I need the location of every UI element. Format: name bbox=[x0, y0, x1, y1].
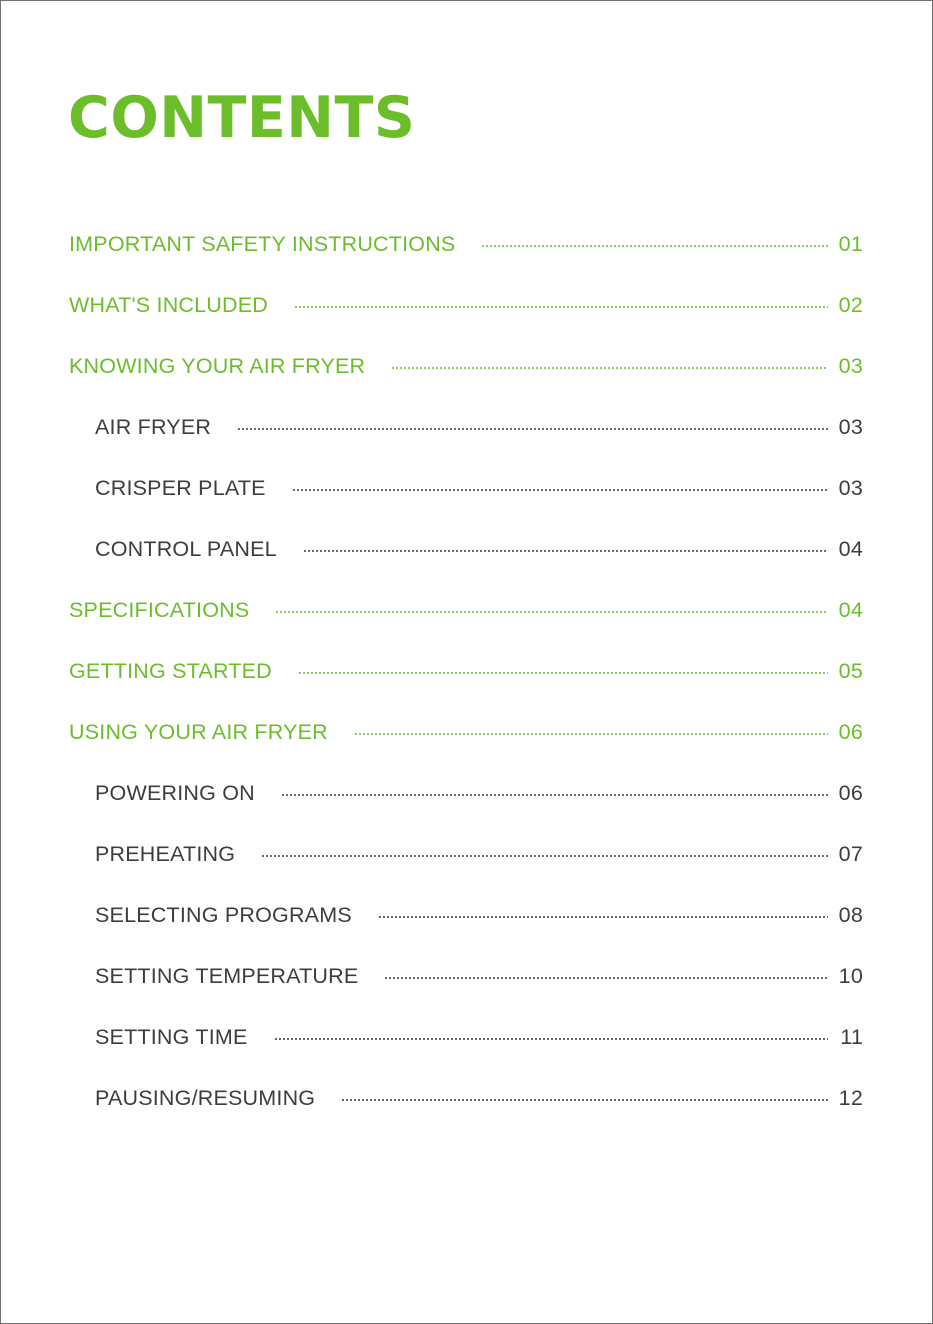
toc-entry-page: 04 bbox=[838, 597, 863, 622]
toc-entry-label: KNOWING YOUR AIR FRYER bbox=[69, 353, 366, 378]
dot-leader bbox=[274, 1038, 828, 1040]
toc-subentry[interactable] bbox=[95, 779, 863, 807]
toc-entry-page: 02 bbox=[838, 292, 863, 317]
page-title: CONTENTS bbox=[68, 85, 416, 151]
toc-entry-page: 03 bbox=[838, 414, 863, 439]
toc-entry-page: 12 bbox=[838, 1085, 863, 1110]
toc-entry-label: PREHEATING bbox=[95, 841, 236, 866]
dot-leader bbox=[354, 733, 828, 735]
dot-leader bbox=[298, 672, 828, 674]
toc-subentry[interactable] bbox=[95, 535, 863, 563]
toc-entry-label: CRISPER PLATE bbox=[95, 475, 266, 500]
toc-subentry[interactable] bbox=[95, 962, 863, 990]
dot-leader bbox=[275, 611, 828, 613]
toc-subentry[interactable] bbox=[95, 1084, 863, 1112]
toc-subentry[interactable] bbox=[95, 474, 863, 502]
toc-entry-label: CONTROL PANEL bbox=[95, 536, 277, 561]
toc-entry-page: 04 bbox=[838, 536, 863, 561]
toc-entry-label: IMPORTANT SAFETY INSTRUCTIONS bbox=[69, 231, 456, 256]
toc-subentry[interactable] bbox=[95, 901, 863, 929]
toc-entry-label: AIR FRYER bbox=[95, 414, 212, 439]
toc-entry-label: PAUSING/RESUMING bbox=[95, 1085, 316, 1110]
toc-entry-page: 06 bbox=[838, 719, 863, 744]
toc-subentry[interactable] bbox=[95, 1023, 863, 1051]
toc-subentry[interactable] bbox=[95, 413, 863, 441]
toc-entry-page: 03 bbox=[838, 475, 863, 500]
dot-leader bbox=[481, 245, 828, 247]
dot-leader bbox=[384, 977, 828, 979]
toc-entry-page: 03 bbox=[838, 353, 863, 378]
toc-entry-label: WHAT'S INCLUDED bbox=[69, 292, 269, 317]
toc-entry-page: 10 bbox=[838, 963, 863, 988]
dot-leader bbox=[341, 1099, 828, 1101]
dot-leader bbox=[237, 428, 828, 430]
dot-leader bbox=[378, 916, 828, 918]
toc-entry-label: GETTING STARTED bbox=[69, 658, 272, 683]
toc-entry[interactable] bbox=[69, 596, 863, 624]
dot-leader bbox=[303, 550, 828, 552]
toc-entry[interactable] bbox=[69, 291, 863, 319]
toc-entry-page: 05 bbox=[838, 658, 863, 683]
toc-entry-page: 01 bbox=[838, 231, 863, 256]
toc-entry-page: 08 bbox=[838, 902, 863, 927]
table-of-contents bbox=[1, 1, 932, 1323]
toc-entry-page: 11 bbox=[840, 1024, 863, 1049]
dot-leader bbox=[281, 794, 828, 796]
toc-subentry[interactable] bbox=[95, 840, 863, 868]
dot-leader bbox=[261, 855, 828, 857]
dot-leader bbox=[391, 367, 828, 369]
toc-entry-label: SETTING TEMPERATURE bbox=[95, 963, 359, 988]
toc-entry[interactable] bbox=[69, 352, 863, 380]
dot-leader bbox=[292, 489, 828, 491]
toc-entry[interactable] bbox=[69, 230, 863, 258]
toc-entry-label: USING YOUR AIR FRYER bbox=[69, 719, 328, 744]
toc-entry[interactable] bbox=[69, 718, 863, 746]
toc-entry-page: 06 bbox=[838, 780, 863, 805]
toc-entry-label: POWERING ON bbox=[95, 780, 255, 805]
toc-entry-label: SELECTING PROGRAMS bbox=[95, 902, 352, 927]
toc-entry[interactable] bbox=[69, 657, 863, 685]
toc-entry-page: 07 bbox=[838, 841, 863, 866]
toc-entry-label: SPECIFICATIONS bbox=[69, 597, 250, 622]
toc-entry-label: SETTING TIME bbox=[95, 1024, 248, 1049]
dot-leader bbox=[294, 306, 828, 308]
